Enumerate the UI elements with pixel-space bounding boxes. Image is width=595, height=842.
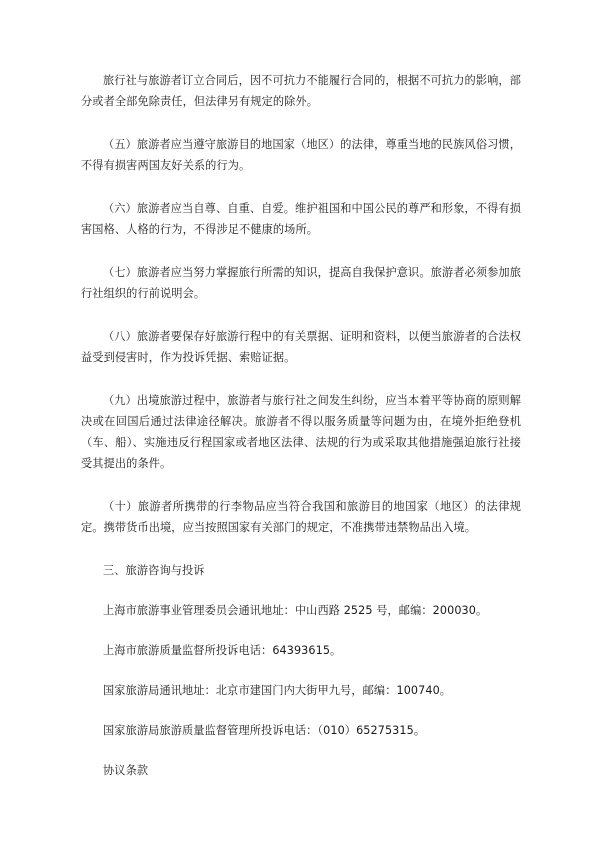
paragraph-clause-9: （九）出境旅游过程中，旅游者与旅行社之间发生纠纷，应当本着平等协商的原则解决或在回国后通过法律途径解决。旅游者不得以服务质量等问题为由，在境外拒绝登机（车、船）、实施违反行程国家或者地区法律、法规的行为或采取其他措施强迫旅行社接受其提出的条件。 xyxy=(81,394,521,470)
section-heading-agreement-terms: 协议条款 xyxy=(103,764,149,777)
paragraph-national-complaint-phone: 国家旅游局旅游质量监督管理所投诉电话：（010）65275315。 xyxy=(103,724,426,737)
section-heading-consultation-complaints: 三、旅游咨询与投诉 xyxy=(103,564,205,577)
paragraph-clause-8: （八）旅游者要保存好旅游行程中的有关票据、证明和资料，以便当旅游者的合法权益受到侵害时，作为投诉凭据、索赔证据。 xyxy=(81,330,521,364)
paragraph-shanghai-address: 上海市旅游事业管理委员会通讯地址：中山西路 2525 号，邮编：200030。 xyxy=(103,604,488,617)
paragraph-clause-6: （六）旅游者应当自尊、自重、自爱。维护祖国和中国公民的尊严和形象，不得有损害国格、人格的行为，不得涉足不健康的场所。 xyxy=(81,202,521,236)
paragraph-clause-7: （七）旅游者应当努力掌握旅行所需的知识，提高自我保护意识。旅游者必须参加旅行社组织的行前说明会。 xyxy=(81,266,521,300)
paragraph-clause-5: （五）旅游者应当遵守旅游目的地国家（地区）的法律，尊重当地的民族风俗习惯，不得有损害两国友好关系的行为。 xyxy=(81,138,521,172)
paragraph-shanghai-complaint-phone: 上海市旅游质量监督所投诉电话：64393615。 xyxy=(103,644,342,657)
paragraph-force-majeure: 旅行社与旅游者订立合同后，因不可抗力不能履行合同的，根据不可抗力的影响，部分或者全部免除责任，但法律另有规定的除外。 xyxy=(81,74,521,108)
document-body xyxy=(81,70,521,781)
paragraph-clause-10: （十）旅游者所携带的行李物品应当符合我国和旅游目的地国家（地区）的法律规定。携带货币出境，应当按照国家有关部门的规定，不准携带违禁物品出入境。 xyxy=(81,500,521,534)
paragraph-national-address: 国家旅游局通讯地址：北京市建国门内大街甲九号，邮编：100740。 xyxy=(103,684,452,697)
